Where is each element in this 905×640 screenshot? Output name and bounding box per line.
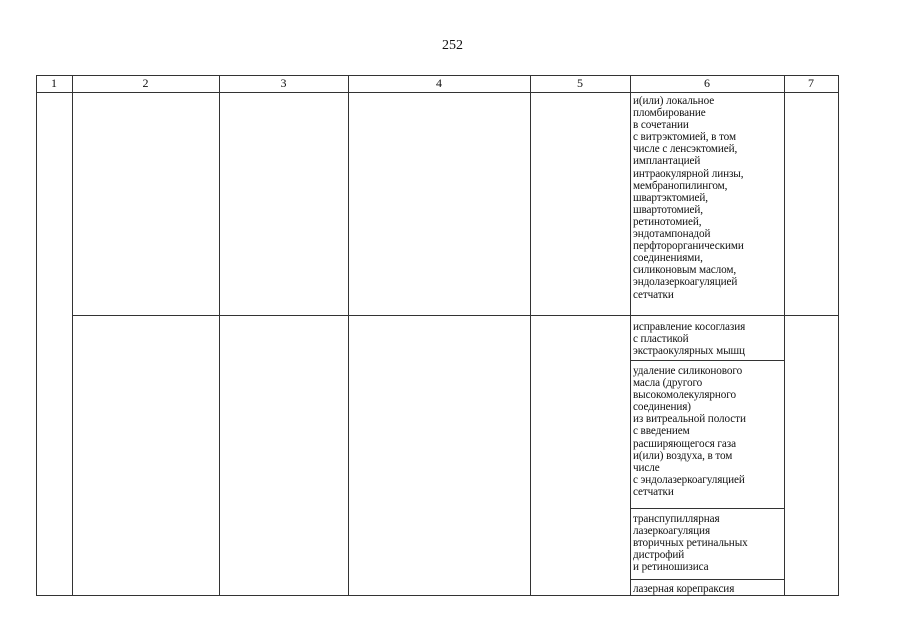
table-right-border [838, 75, 839, 596]
header-bottom-border [36, 92, 839, 93]
column-header-1: 1 [51, 76, 57, 90]
column-header-5: 5 [577, 76, 583, 90]
service-item: транспупиллярная лазеркоагуляция вторичных ретинальных дистрофий и ретиношизиса [633, 513, 748, 574]
service-divider [630, 360, 785, 361]
column-header-6: 6 [704, 76, 710, 90]
column-divider [219, 75, 220, 596]
column-divider [348, 75, 349, 596]
column-header-3: 3 [280, 76, 287, 90]
table-left-border [36, 75, 37, 596]
column-divider [630, 75, 631, 596]
service-item: лазерная корепраксия [633, 583, 735, 595]
column-header-2: 2 [142, 76, 149, 90]
page-number: 252 [442, 38, 463, 53]
service-item: исправление косоглазия с пластикой экстраокулярных мышц [633, 321, 746, 358]
column-divider [530, 75, 531, 596]
column-header-7: 7 [808, 76, 814, 90]
table-bottom-border [36, 595, 839, 596]
service-divider [630, 508, 785, 509]
column-divider [72, 75, 73, 596]
row-divider [72, 315, 839, 316]
service-item: и(или) локальное пломбирование в сочетании с витрэктомией, в том числе с ленсэктомией, имплантацией интраокулярной линзы, мембранопилингом, швартэктомией, швартотомией, ретинотомией, эндотампонадой перфторорганическими соединениями, силиконовым маслом, эндолазеркоагуляцией сетчатки [633, 95, 744, 301]
service-divider [630, 579, 785, 580]
column-divider [784, 75, 785, 596]
column-header-4: 4 [436, 76, 442, 90]
service-item: удаление силиконового масла (другого высокомолекулярного соединения) из витреальной полости с введением расширяющегося газа и(или) воздуха, в том числе с эндолазеркоагуляцией сетчатки [633, 365, 746, 498]
service-table [36, 75, 839, 596]
